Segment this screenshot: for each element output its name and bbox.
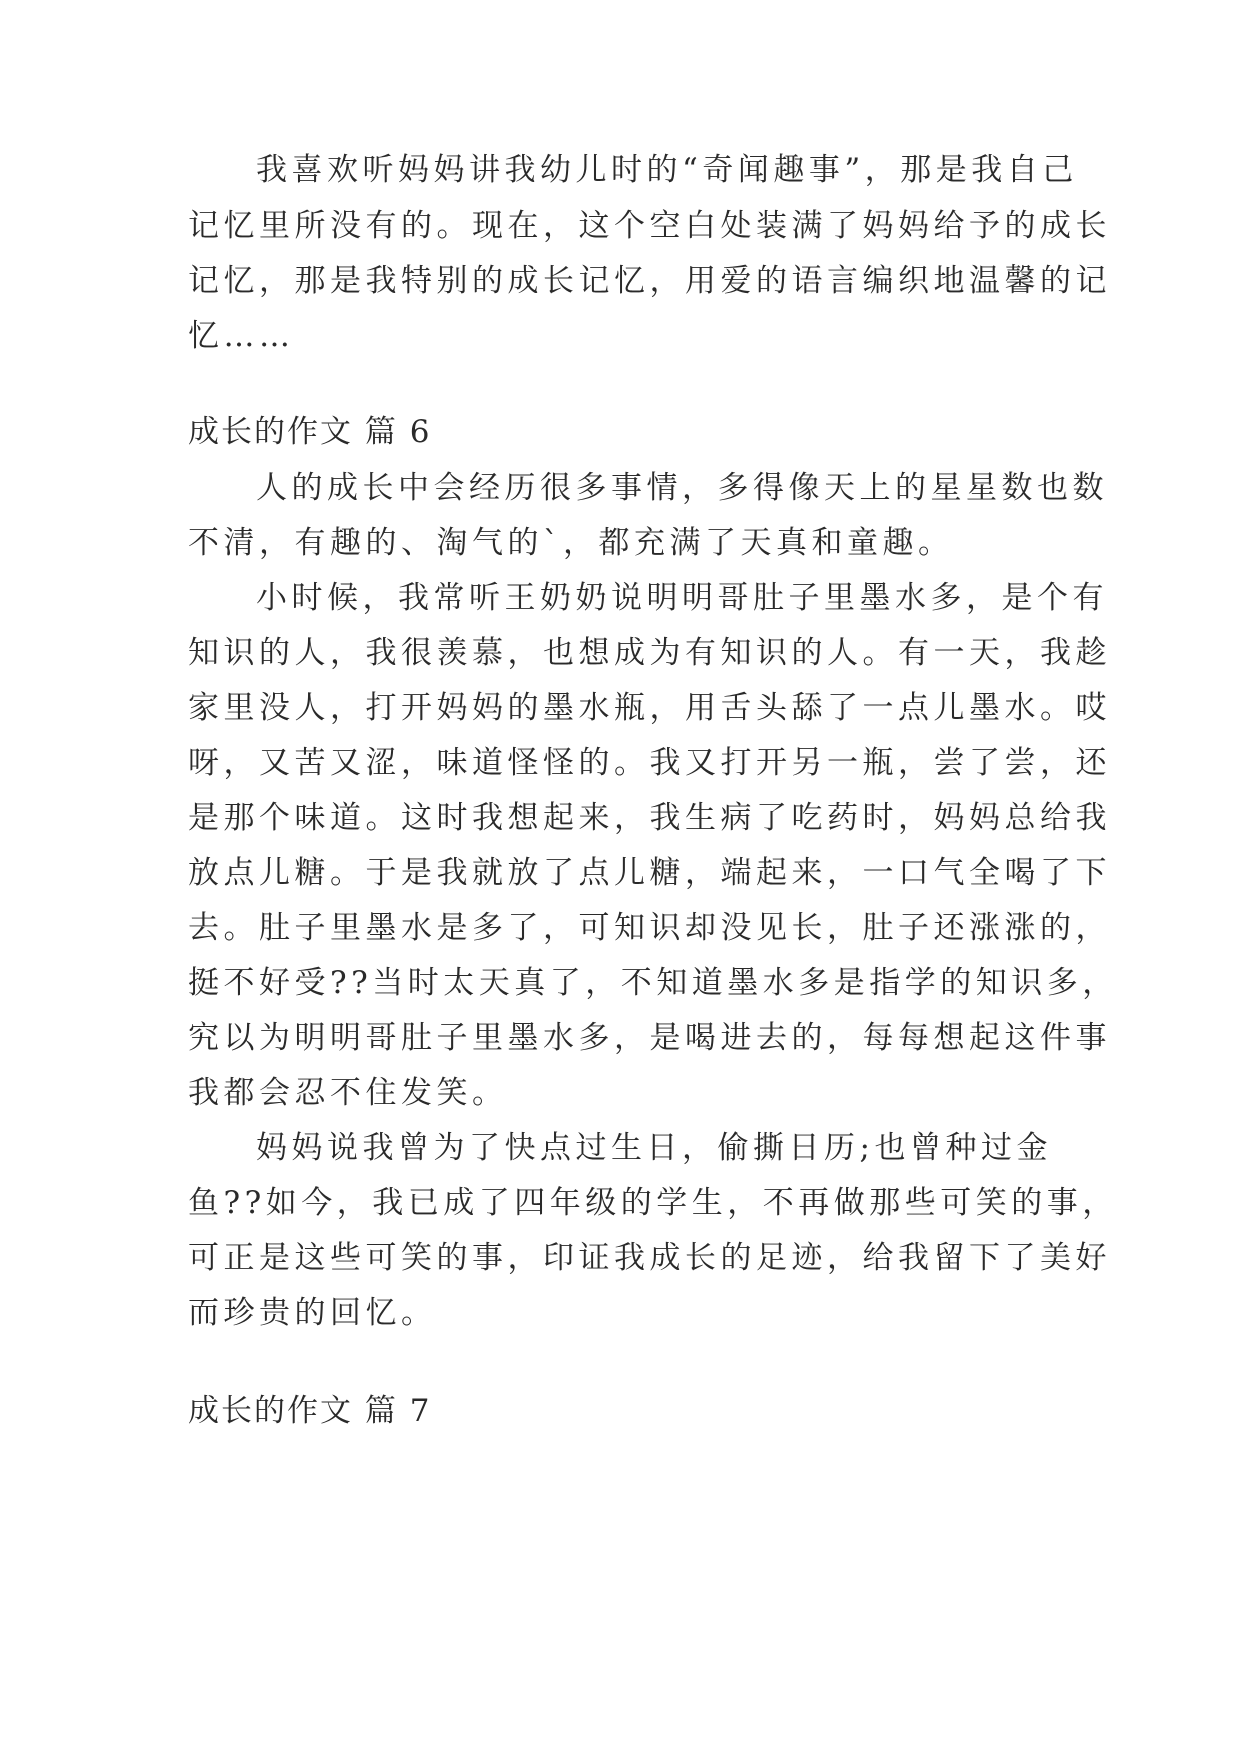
paragraph-line: 呀，又苦又涩，味道怪怪的。我又打开另一瓶，尝了尝，还 [188,745,1111,781]
paragraph-line: 挺不好受??当时太天真了，不知道墨水多是指学的知识多， [188,965,1118,1001]
paragraph-line: 是那个味道。这时我想起来，我生病了吃药时，妈妈总给我 [188,800,1111,836]
paragraph-line: 我喜欢听妈妈讲我幼儿时的“奇闻趣事”，那是我自己 [256,152,1078,188]
paragraph-line: 家里没人，打开妈妈的墨水瓶，用舌头舔了一点儿墨水。哎 [188,690,1111,726]
paragraph-line: 去。肚子里墨水是多了，可知识却没见长，肚子还涨涨的， [188,910,1111,946]
paragraph-line: 记忆里所没有的。现在，这个空白处装满了妈妈给予的成长 [188,208,1111,244]
paragraph-line: 不清，有趣的、淘气的`，都充满了天真和童趣。 [188,525,954,561]
paragraph-line: 小时候，我常听王奶奶说明明哥肚子里墨水多，是个有 [256,580,1108,616]
paragraph-line: 究以为明明哥肚子里墨水多，是喝进去的，每每想起这件事 [188,1020,1111,1056]
paragraph-line: 知识的人，我很羡慕，也想成为有知识的人。有一天，我趁 [188,635,1111,671]
section-heading: 成长的作文 篇 7 [188,1393,432,1429]
paragraph-line: 可正是这些可笑的事，印证我成长的足迹，给我留下了美好 [188,1240,1111,1276]
paragraph-line: 记忆，那是我特别的成长记忆，用爱的语言编织地温馨的记 [188,263,1111,299]
paragraph-line: 忆…… [188,318,295,354]
paragraph-line: 人的成长中会经历很多事情，多得像天上的星星数也数 [256,470,1108,506]
paragraph-line: 鱼??如今，我已成了四年级的学生，不再做那些可笑的事， [188,1185,1118,1221]
paragraph-line: 妈妈说我曾为了快点过生日，偷撕日历;也曾种过金 [256,1130,1052,1166]
paragraph-line: 放点儿糖。于是我就放了点儿糖，端起来，一口气全喝了下 [188,855,1111,891]
paragraph-line: 而珍贵的回忆。 [188,1295,437,1331]
section-heading: 成长的作文 篇 6 [188,414,432,450]
paragraph-line: 我都会忍不住发笑。 [188,1075,508,1111]
